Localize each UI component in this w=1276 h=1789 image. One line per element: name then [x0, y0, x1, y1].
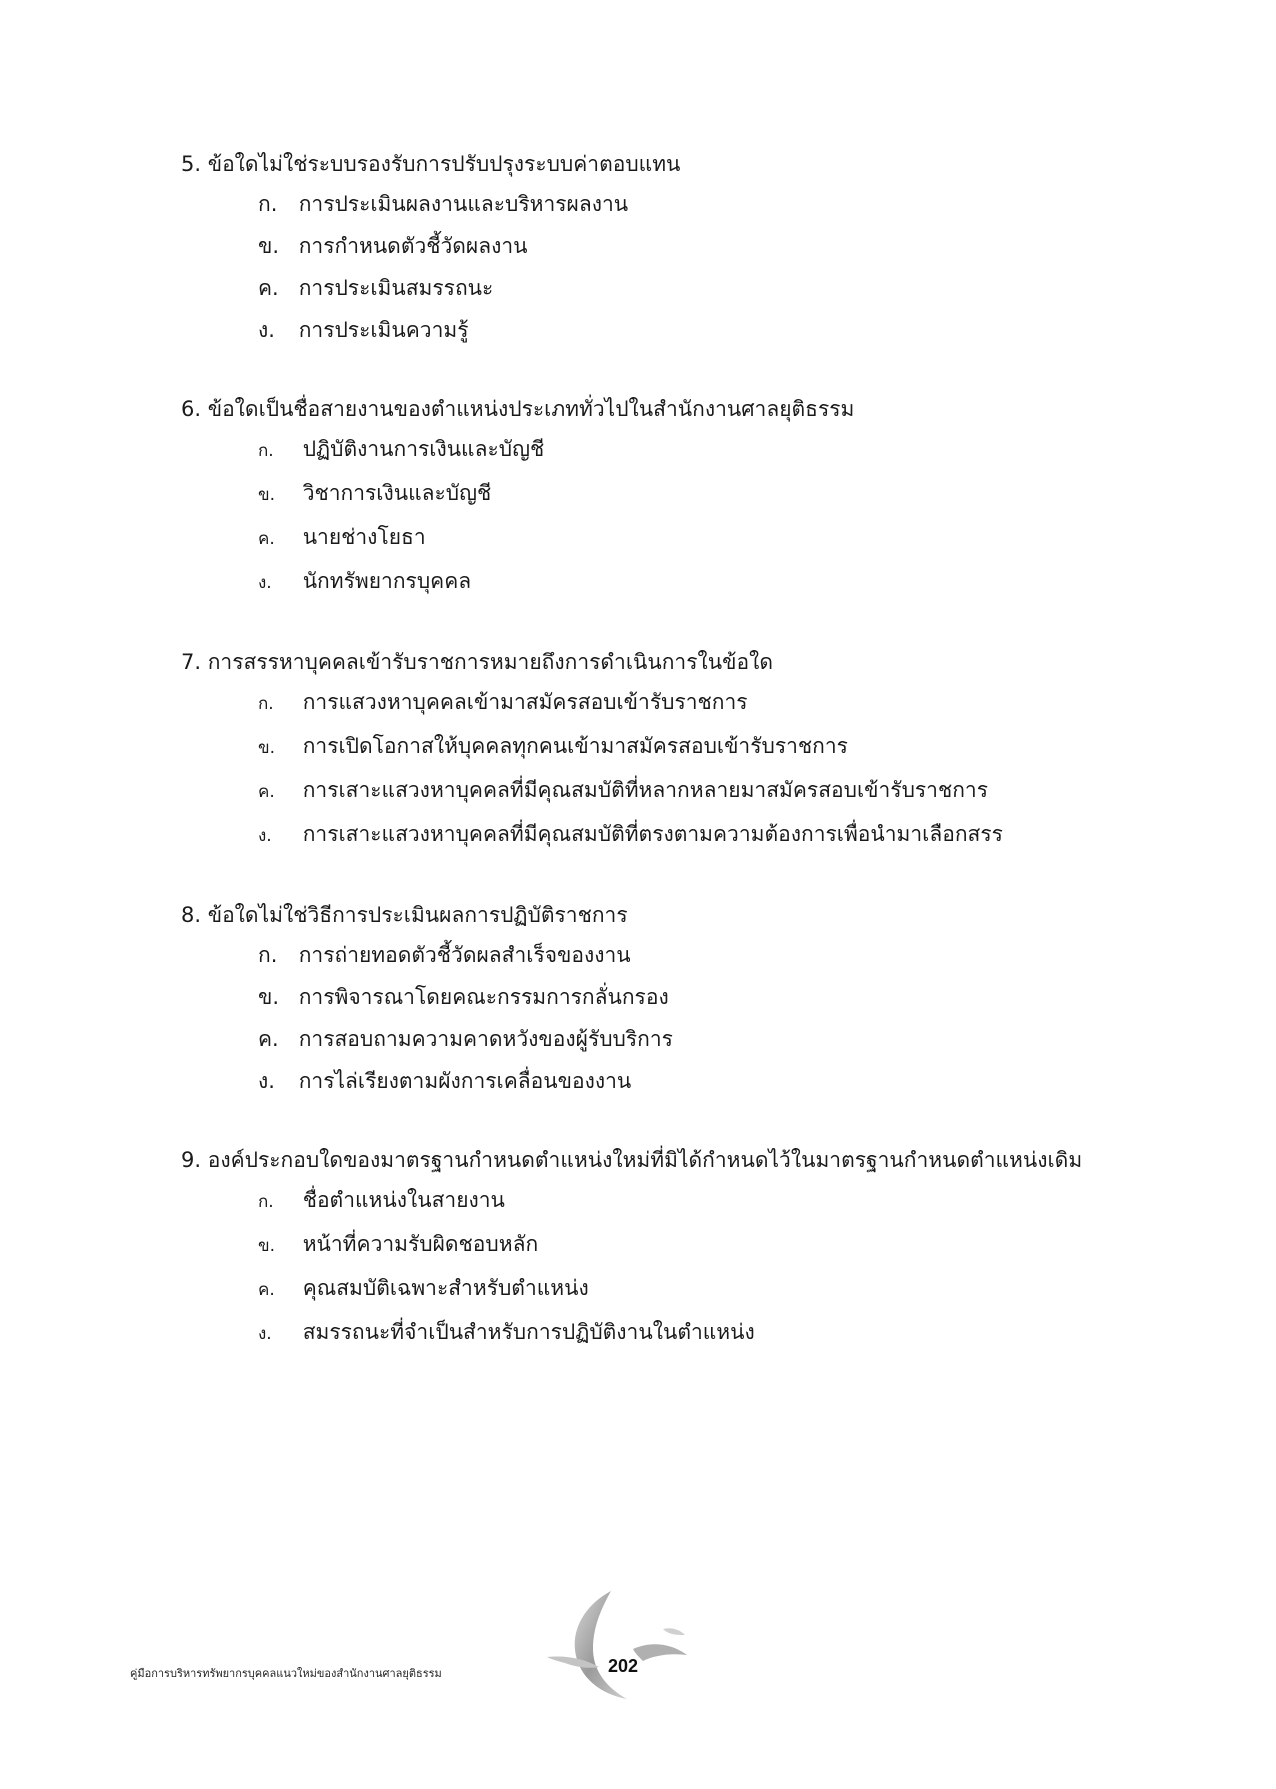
- option-item: [181, 976, 1181, 1018]
- option-item: [181, 1060, 1181, 1102]
- option-item: [181, 267, 1181, 309]
- option-list: [181, 428, 1181, 604]
- option-text: การเสาะแสวงหาบุคคลที่มีคุณสมบัติที่หลากหลายมาสมัครสอบเข้ารับราชการ: [302, 778, 989, 802]
- option-item: [181, 813, 1181, 857]
- option-text: ชื่อตำแหน่งในสายงาน: [302, 1188, 505, 1212]
- question-6: [181, 390, 1181, 604]
- option-text: การแสวงหาบุคคลเข้ามาสมัครสอบเข้ารับราชการ: [302, 690, 748, 714]
- option-item: [181, 183, 1181, 225]
- option-text: การประเมินสมรรถนะ: [298, 276, 494, 300]
- option-text: การประเมินความรู้: [298, 318, 469, 342]
- option-text: ปฏิบัติงานการเงินและบัญชี: [302, 437, 545, 461]
- option-text: การเสาะแสวงหาบุคคลที่มีคุณสมบัติที่ตรงตามความต้องการเพื่อนำมาเลือกสรร: [302, 822, 1003, 846]
- option-label: ก.: [258, 1192, 274, 1212]
- option-list: [181, 1179, 1181, 1355]
- option-label: ค.: [258, 1280, 275, 1300]
- question-9: [181, 1141, 1181, 1355]
- option-label: ง.: [258, 1324, 272, 1344]
- option-text: การเปิดโอกาสให้บุคคลทุกคนเข้ามาสมัครสอบเข้ารับราชการ: [302, 734, 848, 758]
- question-text: 8. ข้อใดไม่ใช่วิธีการประเมินผลการปฏิบัติราชการ: [181, 903, 628, 927]
- option-label: ค.: [258, 529, 275, 549]
- option-label: ก.: [258, 192, 278, 216]
- option-label: ค.: [258, 1027, 279, 1051]
- option-label: ง.: [258, 573, 272, 593]
- option-item: [181, 472, 1181, 516]
- footer-title: คู่มือการบริหารทรัพยากรบุคคลแนวใหม่ของสำนักงานศาลยุติธรรม: [130, 1667, 442, 1680]
- page-number: 202: [608, 1656, 639, 1676]
- option-label: ข.: [258, 485, 276, 505]
- option-text: คุณสมบัติเฉพาะสำหรับตำแหน่ง: [302, 1276, 589, 1300]
- option-item: [181, 1179, 1181, 1223]
- option-item: [181, 725, 1181, 769]
- option-item: [181, 1311, 1181, 1355]
- option-item: [181, 560, 1181, 604]
- option-label: ก.: [258, 441, 274, 461]
- option-text: การประเมินผลงานและบริหารผลงาน: [298, 192, 629, 216]
- option-label: ค.: [258, 276, 279, 300]
- option-label: ง.: [258, 318, 275, 342]
- option-label: ง.: [258, 826, 272, 846]
- option-text: วิชาการเงินและบัญชี: [302, 481, 492, 505]
- option-label: ข.: [258, 738, 276, 758]
- option-text: นักทรัพยากรบุคคล: [302, 569, 472, 593]
- option-item: [181, 225, 1181, 267]
- option-item: [181, 1267, 1181, 1311]
- option-text: นายช่างโยธา: [302, 525, 426, 549]
- question-8: [181, 896, 1181, 1102]
- question-7: [181, 643, 1181, 857]
- option-list: [181, 681, 1181, 857]
- swirl-logo-icon: [545, 1585, 705, 1705]
- question-text: 7. การสรรหาบุคคลเข้ารับราชการหมายถึงการดำเนินการในข้อใด: [181, 650, 773, 674]
- question-text: 6. ข้อใดเป็นชื่อสายงานของตำแหน่งประเภททั่วไปในสำนักงานศาลยุติธรรม: [181, 397, 855, 421]
- question-5: [181, 145, 1181, 351]
- option-label: ข.: [258, 234, 280, 258]
- option-label: ก.: [258, 943, 278, 967]
- option-text: สมรรถนะที่จำเป็นสำหรับการปฏิบัติงานในตำแหน่ง: [302, 1320, 755, 1344]
- option-item: [181, 769, 1181, 813]
- option-text: การพิจารณาโดยคณะกรรมการกลั่นกรอง: [298, 985, 669, 1009]
- question-text: 5. ข้อใดไม่ใช่ระบบรองรับการปรับปรุงระบบค่าตอบแทน: [181, 152, 681, 176]
- option-label: ค.: [258, 782, 275, 802]
- option-item: [181, 1018, 1181, 1060]
- option-list: [181, 183, 1181, 351]
- option-text: การสอบถามความคาดหวังของผู้รับบริการ: [298, 1027, 673, 1051]
- option-item: [181, 934, 1181, 976]
- question-list: [181, 145, 1181, 1394]
- option-text: การถ่ายทอดตัวชี้วัดผลสำเร็จของงาน: [298, 943, 631, 967]
- option-label: ข.: [258, 985, 280, 1009]
- option-item: [181, 309, 1181, 351]
- option-item: [181, 681, 1181, 725]
- option-label: ง.: [258, 1069, 275, 1093]
- option-item: [181, 428, 1181, 472]
- question-text: 9. องค์ประกอบใดของมาตรฐานกำหนดตำแหน่งใหม่ที่มิได้กำหนดไว้ในมาตรฐานกำหนดตำแหน่งเดิม: [181, 1148, 1083, 1172]
- option-item: [181, 1223, 1181, 1267]
- option-list: [181, 934, 1181, 1102]
- option-label: ข.: [258, 1236, 276, 1256]
- option-text: การกำหนดตัวชี้วัดผลงาน: [298, 234, 528, 258]
- option-text: การไล่เรียงตามผังการเคลื่อนของงาน: [298, 1069, 632, 1093]
- option-label: ก.: [258, 694, 274, 714]
- option-item: [181, 516, 1181, 560]
- option-text: หน้าที่ความรับผิดชอบหลัก: [302, 1232, 539, 1256]
